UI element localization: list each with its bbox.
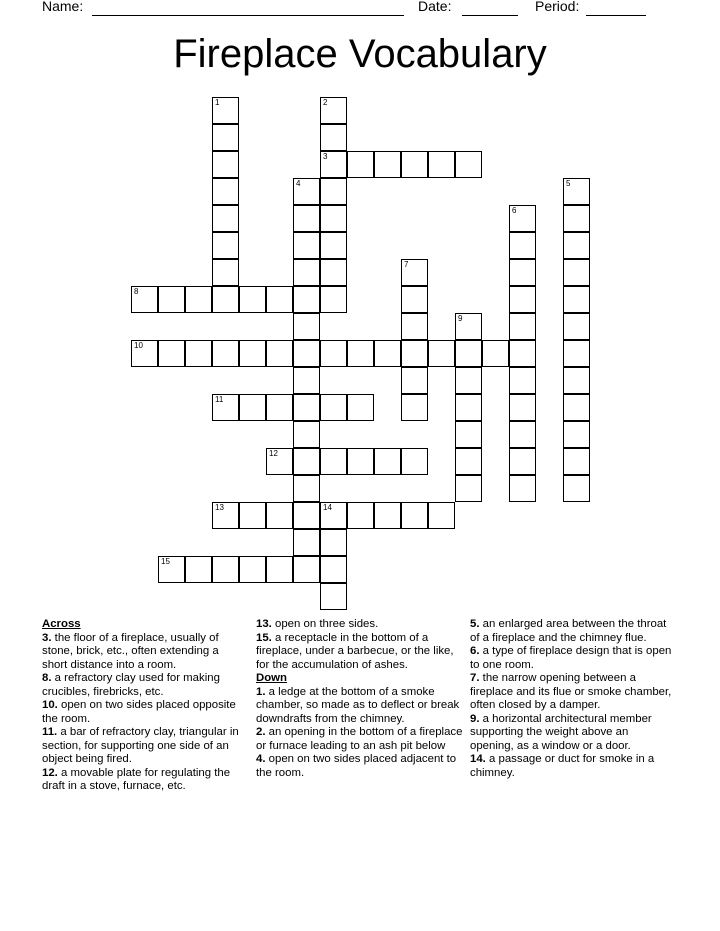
grid-cell[interactable]: [239, 502, 266, 529]
grid-cell[interactable]: [374, 502, 401, 529]
grid-cell[interactable]: [293, 502, 320, 529]
grid-cell[interactable]: [293, 367, 320, 394]
grid-cell[interactable]: [320, 448, 347, 475]
down-clue: 9. a horizontal architectural member supporting the weight above an opening, as a window or a door.: [470, 712, 652, 752]
grid-cell[interactable]: [320, 286, 347, 313]
grid-cell[interactable]: [266, 286, 293, 313]
grid-cell[interactable]: [293, 313, 320, 340]
grid-cell[interactable]: [509, 259, 536, 286]
clues-column-3: [470, 618, 675, 780]
down-clue: 6. a type of fireplace design that is open to one room.: [470, 645, 672, 671]
grid-cell[interactable]: [509, 421, 536, 448]
grid-cell[interactable]: [455, 313, 482, 340]
grid-cell[interactable]: [455, 340, 482, 367]
grid-cell[interactable]: [320, 151, 347, 178]
grid-cell[interactable]: [293, 286, 320, 313]
grid-cell[interactable]: [131, 286, 158, 313]
clues-column-2: [256, 618, 464, 780]
clue-number: 3: [323, 152, 328, 161]
clue-number: 1: [215, 98, 220, 107]
grid-cell[interactable]: [347, 340, 374, 367]
grid-cell[interactable]: [320, 205, 347, 232]
grid-cell[interactable]: [212, 394, 239, 421]
grid-cell[interactable]: [185, 556, 212, 583]
grid-cell[interactable]: [401, 394, 428, 421]
grid-cell[interactable]: [563, 259, 590, 286]
grid-cell[interactable]: [212, 178, 239, 205]
clue-number: 10: [134, 341, 143, 350]
grid-cell[interactable]: [428, 151, 455, 178]
grid-cell[interactable]: [266, 340, 293, 367]
across-clue: 13. open on three sides.: [256, 618, 379, 630]
grid-cell[interactable]: [293, 421, 320, 448]
grid-cell[interactable]: [212, 151, 239, 178]
grid-cell[interactable]: [212, 286, 239, 313]
grid-cell[interactable]: [455, 151, 482, 178]
grid-cell[interactable]: [347, 502, 374, 529]
grid-cell[interactable]: [320, 502, 347, 529]
grid-cell[interactable]: [212, 340, 239, 367]
grid-cell[interactable]: [320, 556, 347, 583]
grid-cell[interactable]: [185, 286, 212, 313]
grid-cell[interactable]: [131, 340, 158, 367]
grid-cell[interactable]: [347, 151, 374, 178]
grid-cell[interactable]: [293, 448, 320, 475]
grid-cell[interactable]: [563, 232, 590, 259]
grid-cell[interactable]: [401, 502, 428, 529]
grid-cell[interactable]: [374, 151, 401, 178]
name-label: Name:: [42, 0, 84, 14]
down-clue: 1. a ledge at the bottom of a smoke chamber, so made as to deflect or break downdrafts from the chimney.: [256, 685, 460, 725]
clue-number: 12: [269, 449, 278, 458]
grid-cell[interactable]: [563, 448, 590, 475]
grid-cell[interactable]: [401, 259, 428, 286]
grid-cell[interactable]: [428, 502, 455, 529]
grid-cell[interactable]: [320, 340, 347, 367]
grid-cell[interactable]: [293, 556, 320, 583]
grid-cell[interactable]: [266, 448, 293, 475]
down-heading: Down: [256, 672, 288, 684]
grid-cell[interactable]: [293, 475, 320, 502]
grid-cell[interactable]: [455, 475, 482, 502]
grid-cell[interactable]: [455, 421, 482, 448]
grid-cell[interactable]: [320, 124, 347, 151]
grid-cell[interactable]: [401, 448, 428, 475]
grid-cell[interactable]: [158, 286, 185, 313]
across-clue: 3. the floor of a fireplace, usually of stone, brick, etc., often extending a short distance into a room.: [42, 631, 219, 671]
clue-number: 13: [215, 503, 224, 512]
grid-cell[interactable]: [212, 205, 239, 232]
grid-cell[interactable]: [401, 151, 428, 178]
grid-cell[interactable]: [563, 313, 590, 340]
grid-cell[interactable]: [563, 367, 590, 394]
date-label: Date:: [418, 0, 452, 14]
grid-cell[interactable]: [293, 529, 320, 556]
grid-cell[interactable]: [293, 178, 320, 205]
grid-cell[interactable]: [374, 340, 401, 367]
grid-cell[interactable]: [563, 340, 590, 367]
clue-number: 4: [296, 179, 301, 188]
grid-cell[interactable]: [320, 97, 347, 124]
grid-cell[interactable]: [347, 394, 374, 421]
grid-cell[interactable]: [293, 232, 320, 259]
clue-number: 2: [323, 98, 328, 107]
grid-cell[interactable]: [158, 556, 185, 583]
clue-number: 6: [512, 206, 517, 215]
grid-cell[interactable]: [428, 340, 455, 367]
down-clue: 4. open on two sides placed adjacent to the room.: [256, 753, 457, 779]
grid-cell[interactable]: [293, 394, 320, 421]
grid-cell[interactable]: [266, 556, 293, 583]
down-clue: 2. an opening in the bottom of a fireplace or furnace leading to an ash pit below: [256, 726, 463, 752]
grid-cell[interactable]: [212, 259, 239, 286]
grid-cell[interactable]: [509, 340, 536, 367]
grid-cell[interactable]: [509, 475, 536, 502]
clue-number: 8: [134, 287, 139, 296]
grid-cell[interactable]: [239, 556, 266, 583]
grid-cell[interactable]: [158, 340, 185, 367]
grid-cell[interactable]: [320, 529, 347, 556]
grid-cell[interactable]: [563, 394, 590, 421]
grid-cell[interactable]: [320, 259, 347, 286]
grid-cell[interactable]: [509, 367, 536, 394]
grid-cell[interactable]: [455, 394, 482, 421]
down-clue: 14. a passage or duct for smoke in a chimney.: [470, 753, 655, 779]
grid-cell[interactable]: [266, 394, 293, 421]
grid-cell[interactable]: [320, 583, 347, 610]
clue-number: 7: [404, 260, 409, 269]
grid-cell[interactable]: [401, 367, 428, 394]
across-clue: 10. open on two sides placed opposite the room.: [42, 699, 236, 725]
grid-cell[interactable]: [509, 448, 536, 475]
grid-cell[interactable]: [509, 313, 536, 340]
grid-cell[interactable]: [563, 205, 590, 232]
grid-cell[interactable]: [239, 340, 266, 367]
grid-cell[interactable]: [482, 340, 509, 367]
grid-cell[interactable]: [563, 286, 590, 313]
grid-cell[interactable]: [509, 286, 536, 313]
across-clue: 11. a bar of refractory clay, triangular in section, for supporting one side of an object being fired.: [42, 726, 239, 765]
grid-cell[interactable]: [509, 205, 536, 232]
grid-cell[interactable]: [239, 286, 266, 313]
grid-cell[interactable]: [455, 448, 482, 475]
grid-cell[interactable]: [212, 124, 239, 151]
grid-cell[interactable]: [212, 502, 239, 529]
period-label: Period:: [535, 0, 580, 14]
grid-cell[interactable]: [455, 367, 482, 394]
grid-cell[interactable]: [509, 232, 536, 259]
clue-number: 14: [323, 503, 332, 512]
across-heading: Across: [42, 618, 81, 630]
grid-cell[interactable]: [563, 178, 590, 205]
down-clue: 7. the narrow opening between a fireplace and its flue or smoke chamber, often closed by a damper.: [470, 672, 672, 711]
clue-number: 9: [458, 314, 463, 323]
grid-cell[interactable]: [374, 448, 401, 475]
grid-cell[interactable]: [401, 313, 428, 340]
grid-cell[interactable]: [347, 448, 374, 475]
down-clue: 5. an enlarged area between the throat of a fireplace and the chimney flue.: [470, 618, 667, 644]
grid-cell[interactable]: [401, 286, 428, 313]
clue-number: 11: [215, 395, 224, 404]
grid-cell[interactable]: [293, 340, 320, 367]
grid-cell[interactable]: [320, 232, 347, 259]
grid-cell[interactable]: [563, 421, 590, 448]
grid-cell[interactable]: [239, 394, 266, 421]
clues-column-1: [42, 618, 247, 794]
grid-cell[interactable]: [266, 502, 293, 529]
grid-cell[interactable]: [293, 259, 320, 286]
grid-cell[interactable]: [293, 205, 320, 232]
across-clue: 8. a refractory clay used for making crucibles, firebricks, etc.: [42, 672, 220, 698]
grid-cell[interactable]: [509, 394, 536, 421]
grid-cell[interactable]: [401, 340, 428, 367]
grid-cell[interactable]: [563, 475, 590, 502]
clue-number: 15: [161, 557, 170, 566]
grid-cell[interactable]: [212, 232, 239, 259]
grid-cell[interactable]: [212, 556, 239, 583]
page-title: Fireplace Vocabulary: [173, 32, 547, 76]
grid-cell[interactable]: [320, 394, 347, 421]
grid-cell[interactable]: [212, 97, 239, 124]
grid-cell[interactable]: [185, 340, 212, 367]
clue-number: 5: [566, 179, 571, 188]
across-clue: 12. a movable plate for regulating the draft in a stove, furnace, etc.: [42, 766, 231, 792]
across-clue: 15. a receptacle in the bottom of a fireplace, under a barbecue, or the like, for the accumulation of ashes.: [256, 631, 454, 671]
grid-cell[interactable]: [320, 178, 347, 205]
